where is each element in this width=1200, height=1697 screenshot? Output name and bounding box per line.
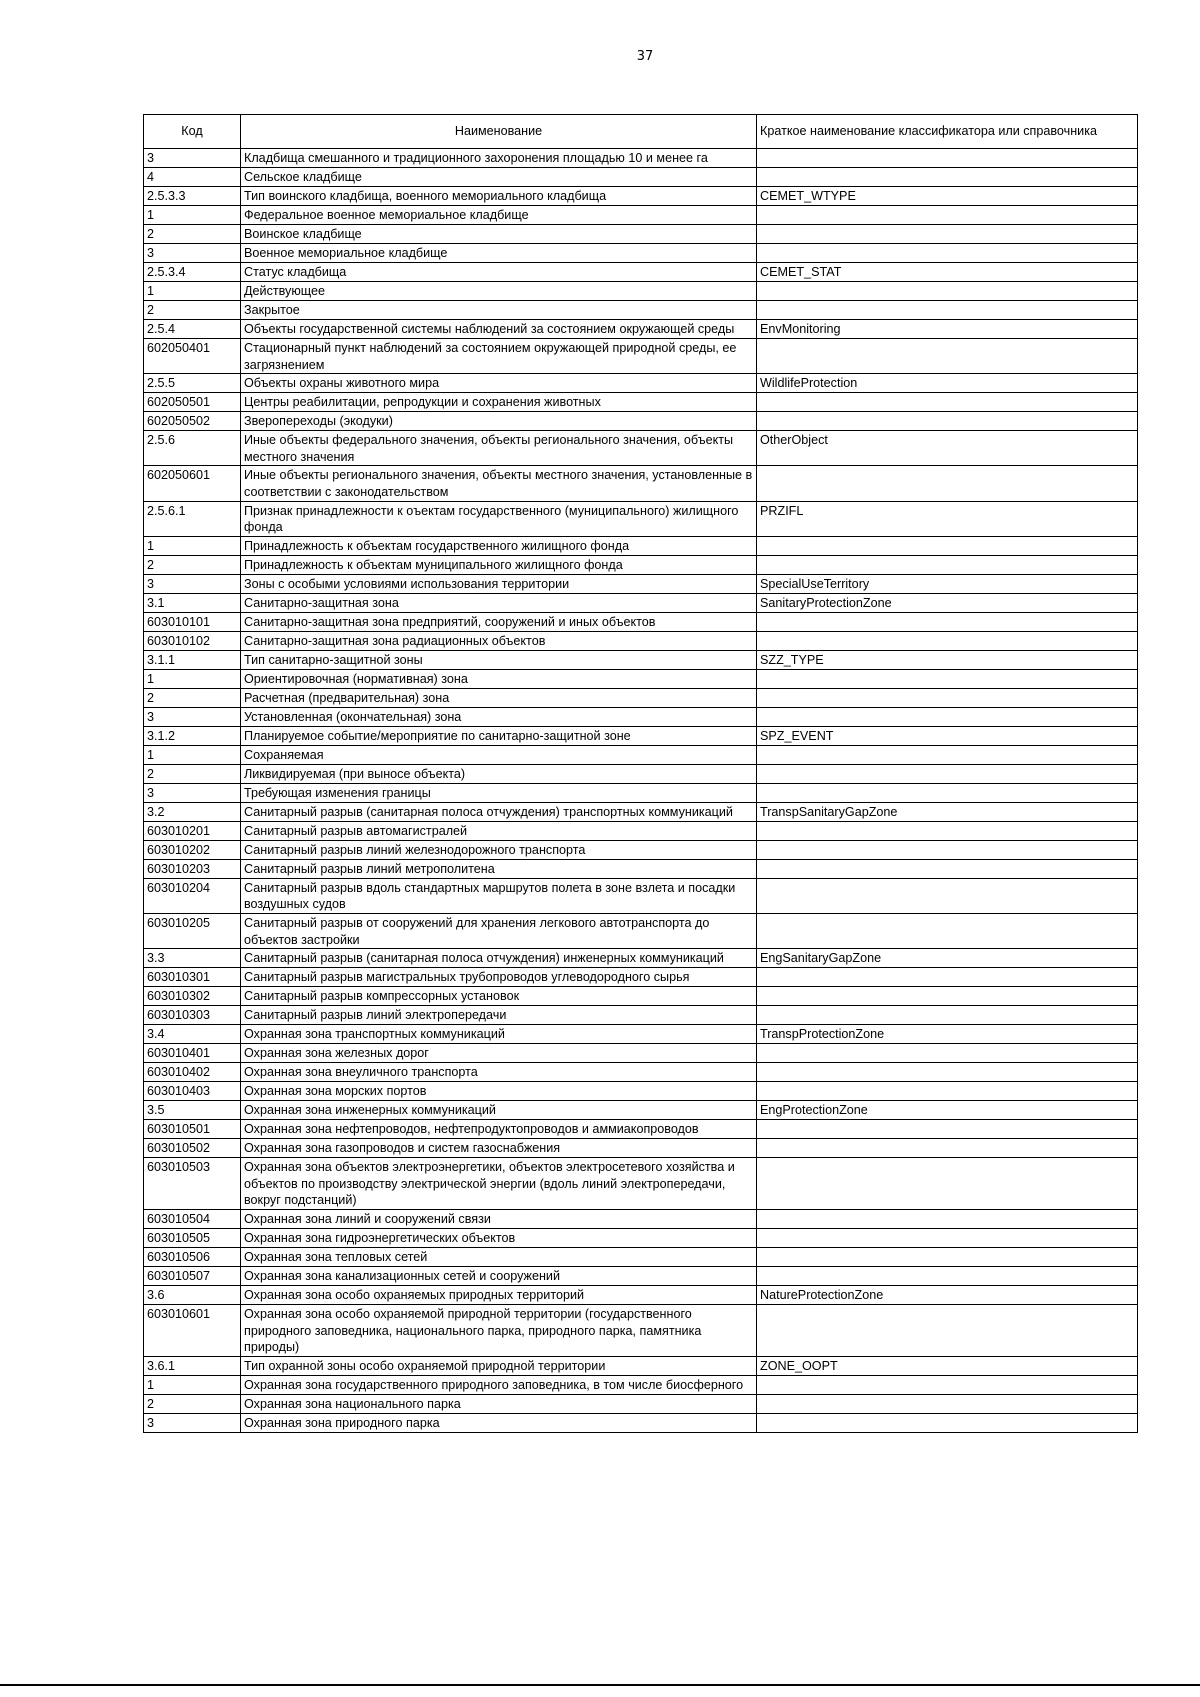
row-name-cell: Санитарно-защитная зона радиационных объектов [241, 631, 757, 650]
table-row [144, 187, 1138, 206]
table-row [144, 244, 1138, 263]
row-abbr-cell [757, 244, 1138, 263]
table-row [144, 1063, 1138, 1082]
row-abbr-cell [757, 764, 1138, 783]
row-abbr-cell [757, 707, 1138, 726]
row-abbr-cell [757, 1228, 1138, 1247]
table-row [144, 536, 1138, 555]
row-abbr-cell [757, 149, 1138, 168]
row-name-cell: Охранная зона линий и сооружений связи [241, 1209, 757, 1228]
row-name-cell: Охранная зона особо охраняемой природной территории (государственного природного заповедника, национального парка, природного парка, памятника природы) [241, 1304, 757, 1356]
row-name-cell: Охранная зона особо охраняемых природных территорий [241, 1285, 757, 1304]
row-abbr-cell [757, 821, 1138, 840]
table-row [144, 1101, 1138, 1120]
table-row [144, 339, 1138, 374]
table-row [144, 374, 1138, 393]
row-abbr-cell [757, 1082, 1138, 1101]
table-row [144, 764, 1138, 783]
table-row [144, 1082, 1138, 1101]
table-row [144, 431, 1138, 466]
page-number: 37 [636, 49, 654, 64]
table-row [144, 1285, 1138, 1304]
row-code-cell: 603010506 [144, 1247, 241, 1266]
table-row [144, 707, 1138, 726]
row-code-cell: 603010101 [144, 612, 241, 631]
row-code-cell: 2.5.4 [144, 320, 241, 339]
row-name-cell: Стационарный пункт наблюдений за состоянием окружающей природной среды, ее загрязнением [241, 339, 757, 374]
row-code-cell: 2 [144, 555, 241, 574]
row-name-cell: Охранная зона газопроводов и систем газоснабжения [241, 1139, 757, 1158]
page-bottom-edge [0, 1684, 1200, 1686]
row-abbr-cell: SZZ_TYPE [757, 650, 1138, 669]
row-name-cell: Санитарный разрыв (санитарная полоса отчуждения) инженерных коммуникаций [241, 949, 757, 968]
row-name-cell: Охранная зона железных дорог [241, 1044, 757, 1063]
row-code-cell: 603010301 [144, 968, 241, 987]
table-row [144, 466, 1138, 501]
row-name-cell: Принадлежность к объектам государственного жилищного фонда [241, 536, 757, 555]
row-code-cell: 603010402 [144, 1063, 241, 1082]
row-abbr-cell [757, 1063, 1138, 1082]
row-abbr-cell: TranspSanitaryGapZone [757, 802, 1138, 821]
row-name-cell: Признак принадлежности к оъектам государственного (муниципального) жилищного фонда [241, 501, 757, 536]
table-row [144, 1025, 1138, 1044]
row-abbr-cell [757, 878, 1138, 913]
row-code-cell: 3.6 [144, 1285, 241, 1304]
row-name-cell: Охранная зона гидроэнергетических объектов [241, 1228, 757, 1247]
table-row [144, 1375, 1138, 1394]
row-abbr-cell [757, 669, 1138, 688]
row-code-cell: 603010202 [144, 840, 241, 859]
row-abbr-cell: SPZ_EVENT [757, 726, 1138, 745]
row-name-cell: Охранная зона инженерных коммуникаций [241, 1101, 757, 1120]
row-code-cell: 3 [144, 149, 241, 168]
row-abbr-cell [757, 168, 1138, 187]
row-name-cell: Охранная зона нефтепроводов, нефтепродуктопроводов и аммиакопроводов [241, 1120, 757, 1139]
row-name-cell: Санитарный разрыв линий метрополитена [241, 859, 757, 878]
row-code-cell: 603010502 [144, 1139, 241, 1158]
row-name-cell: Охранная зона объектов электроэнергетики, объектов электросетевого хозяйства и объектов по производству электрической энергии (вдоль линий электропередачи, вокруг подстанций) [241, 1158, 757, 1210]
table-row [144, 1120, 1138, 1139]
row-name-cell: Санитарный разрыв автомагистралей [241, 821, 757, 840]
row-abbr-cell [757, 1413, 1138, 1432]
row-code-cell: 603010507 [144, 1266, 241, 1285]
row-code-cell: 3.1.2 [144, 726, 241, 745]
row-abbr-cell [757, 913, 1138, 948]
row-name-cell: Федеральное военное мемориальное кладбище [241, 206, 757, 225]
row-name-cell: Иные объекты регионального значения, объекты местного значения, установленные в соответствии с законодательством [241, 466, 757, 501]
row-name-cell: Санитарный разрыв (санитарная полоса отчуждения) транспортных коммуникаций [241, 802, 757, 821]
row-abbr-cell [757, 1375, 1138, 1394]
row-abbr-cell [757, 631, 1138, 650]
row-code-cell: 2.5.3.4 [144, 263, 241, 282]
row-abbr-cell: CEMET_WTYPE [757, 187, 1138, 206]
row-code-cell: 603010302 [144, 987, 241, 1006]
row-abbr-cell [757, 1120, 1138, 1139]
row-code-cell: 602050601 [144, 466, 241, 501]
table-row [144, 301, 1138, 320]
row-code-cell: 2 [144, 688, 241, 707]
table-row [144, 783, 1138, 802]
row-abbr-cell [757, 1394, 1138, 1413]
table-row [144, 631, 1138, 650]
row-code-cell: 2.5.6.1 [144, 501, 241, 536]
table-row [144, 320, 1138, 339]
row-name-cell: Тип воинского кладбища, военного мемориального кладбища [241, 187, 757, 206]
row-name-cell: Охранная зона государственного природного заповедника, в том числе биосферного [241, 1375, 757, 1394]
row-name-cell: Санитарный разрыв магистральных трубопроводов углеводородного сырья [241, 968, 757, 987]
row-code-cell: 602050502 [144, 412, 241, 431]
row-name-cell: Санитарный разрыв линий электропередачи [241, 1006, 757, 1025]
table-row [144, 968, 1138, 987]
row-name-cell: Санитарно-защитная зона [241, 593, 757, 612]
row-code-cell: 1 [144, 206, 241, 225]
table-row [144, 501, 1138, 536]
row-name-cell: Тип санитарно-защитной зоны [241, 650, 757, 669]
row-code-cell: 2 [144, 301, 241, 320]
row-abbr-cell: EnvMonitoring [757, 320, 1138, 339]
row-code-cell: 603010201 [144, 821, 241, 840]
row-name-cell: Ликвидируемая (при выносе объекта) [241, 764, 757, 783]
row-name-cell: Санитарно-защитная зона предприятий, сооружений и иных объектов [241, 612, 757, 631]
table-row [144, 840, 1138, 859]
table-row [144, 393, 1138, 412]
row-code-cell: 3.6.1 [144, 1356, 241, 1375]
table-row [144, 206, 1138, 225]
row-abbr-cell [757, 1304, 1138, 1356]
row-code-cell: 603010203 [144, 859, 241, 878]
row-name-cell: Сельское кладбище [241, 168, 757, 187]
row-name-cell: Воинское кладбище [241, 225, 757, 244]
row-abbr-cell [757, 225, 1138, 244]
row-name-cell: Действующее [241, 282, 757, 301]
row-code-cell: 1 [144, 282, 241, 301]
header-name: Наименование [241, 115, 757, 149]
row-abbr-cell: EngProtectionZone [757, 1101, 1138, 1120]
row-abbr-cell [757, 536, 1138, 555]
row-abbr-cell [757, 301, 1138, 320]
row-abbr-cell [757, 206, 1138, 225]
row-abbr-cell [757, 987, 1138, 1006]
row-abbr-cell [757, 1139, 1138, 1158]
row-name-cell: Иные объекты федерального значения, объекты регионального значения, объекты местного значения [241, 431, 757, 466]
row-abbr-cell: TranspProtectionZone [757, 1025, 1138, 1044]
row-name-cell: Охранная зона транспортных коммуникаций [241, 1025, 757, 1044]
row-name-cell: Зоны с особыми условиями использования территории [241, 574, 757, 593]
row-code-cell: 2.5.6 [144, 431, 241, 466]
row-name-cell: Требующая изменения границы [241, 783, 757, 802]
row-name-cell: Санитарный разрыв вдоль стандартных маршрутов полета в зоне взлета и посадки воздушных судов [241, 878, 757, 913]
row-abbr-cell: CEMET_STAT [757, 263, 1138, 282]
table-row [144, 688, 1138, 707]
table-row [144, 1006, 1138, 1025]
row-code-cell: 1 [144, 745, 241, 764]
row-name-cell: Зверопереходы (экодуки) [241, 412, 757, 431]
row-code-cell: 602050501 [144, 393, 241, 412]
row-name-cell: Центры реабилитации, репродукции и сохранения животных [241, 393, 757, 412]
row-name-cell: Охранная зона морских портов [241, 1082, 757, 1101]
row-abbr-cell [757, 282, 1138, 301]
row-name-cell: Ориентировочная (нормативная) зона [241, 669, 757, 688]
table-row [144, 593, 1138, 612]
row-code-cell: 603010601 [144, 1304, 241, 1356]
table-row [144, 555, 1138, 574]
table-row [144, 1044, 1138, 1063]
row-abbr-cell: NatureProtectionZone [757, 1285, 1138, 1304]
row-code-cell: 603010505 [144, 1228, 241, 1247]
table-row [144, 225, 1138, 244]
row-code-cell: 2.5.3.3 [144, 187, 241, 206]
row-code-cell: 603010501 [144, 1120, 241, 1139]
table-row [144, 821, 1138, 840]
table-row [144, 168, 1138, 187]
table-row [144, 1304, 1138, 1356]
row-code-cell: 603010204 [144, 878, 241, 913]
row-abbr-cell [757, 688, 1138, 707]
table-row [144, 745, 1138, 764]
row-code-cell: 603010102 [144, 631, 241, 650]
row-code-cell: 2 [144, 764, 241, 783]
row-abbr-cell [757, 1209, 1138, 1228]
table-row [144, 913, 1138, 948]
row-name-cell: Объекты охраны животного мира [241, 374, 757, 393]
table-row [144, 263, 1138, 282]
row-code-cell: 3 [144, 1413, 241, 1432]
row-code-cell: 3.1.1 [144, 650, 241, 669]
table-row [144, 1413, 1138, 1432]
table-row [144, 878, 1138, 913]
row-code-cell: 1 [144, 669, 241, 688]
row-abbr-cell [757, 745, 1138, 764]
table-header-row [144, 115, 1138, 149]
row-abbr-cell: SpecialUseTerritory [757, 574, 1138, 593]
row-name-cell: Охранная зона канализационных сетей и сооружений [241, 1266, 757, 1285]
row-code-cell: 3.1 [144, 593, 241, 612]
header-code: Код [144, 115, 241, 149]
row-abbr-cell [757, 1266, 1138, 1285]
row-abbr-cell: OtherObject [757, 431, 1138, 466]
row-code-cell: 3.3 [144, 949, 241, 968]
row-abbr-cell [757, 783, 1138, 802]
row-abbr-cell [757, 1006, 1138, 1025]
row-abbr-cell [757, 393, 1138, 412]
row-name-cell: Объекты государственной системы наблюдений за состоянием окружающей среды [241, 320, 757, 339]
row-name-cell: Охранная зона национального парка [241, 1394, 757, 1413]
row-code-cell: 3 [144, 574, 241, 593]
row-name-cell: Кладбища смешанного и традиционного захоронения площадью 10 и менее га [241, 149, 757, 168]
table-row [144, 282, 1138, 301]
row-code-cell: 603010504 [144, 1209, 241, 1228]
row-abbr-cell: ZONE_OOPT [757, 1356, 1138, 1375]
row-name-cell: Санитарный разрыв линий железнодорожного транспорта [241, 840, 757, 859]
row-code-cell: 3 [144, 783, 241, 802]
classifier-table [143, 114, 1138, 1433]
row-name-cell: Санитарный разрыв компрессорных установок [241, 987, 757, 1006]
row-code-cell: 603010303 [144, 1006, 241, 1025]
row-name-cell: Охранная зона тепловых сетей [241, 1247, 757, 1266]
table-row [144, 1356, 1138, 1375]
row-abbr-cell [757, 1247, 1138, 1266]
row-code-cell: 603010205 [144, 913, 241, 948]
row-abbr-cell [757, 412, 1138, 431]
row-abbr-cell: PRZIFL [757, 501, 1138, 536]
row-abbr-cell [757, 1158, 1138, 1210]
row-name-cell: Сохраняемая [241, 745, 757, 764]
table-row [144, 859, 1138, 878]
table-row [144, 612, 1138, 631]
row-abbr-cell: WildlifeProtection [757, 374, 1138, 393]
row-abbr-cell: EngSanitaryGapZone [757, 949, 1138, 968]
table-row [144, 574, 1138, 593]
row-abbr-cell [757, 1044, 1138, 1063]
table-row [144, 1266, 1138, 1285]
row-abbr-cell [757, 339, 1138, 374]
row-name-cell: Закрытое [241, 301, 757, 320]
table-row [144, 1247, 1138, 1266]
row-name-cell: Охранная зона природного парка [241, 1413, 757, 1432]
row-abbr-cell [757, 840, 1138, 859]
row-code-cell: 2 [144, 1394, 241, 1413]
table-row [144, 802, 1138, 821]
row-name-cell: Планируемое событие/мероприятие по санитарно-защитной зоне [241, 726, 757, 745]
table-row [144, 1209, 1138, 1228]
row-code-cell: 603010401 [144, 1044, 241, 1063]
table-row [144, 1139, 1138, 1158]
row-name-cell: Расчетная (предварительная) зона [241, 688, 757, 707]
row-code-cell: 3.5 [144, 1101, 241, 1120]
table-row [144, 949, 1138, 968]
row-abbr-cell [757, 859, 1138, 878]
row-abbr-cell [757, 612, 1138, 631]
table-row [144, 987, 1138, 1006]
row-abbr-cell [757, 555, 1138, 574]
row-code-cell: 3 [144, 707, 241, 726]
row-name-cell: Установленная (окончательная) зона [241, 707, 757, 726]
table-row [144, 1158, 1138, 1210]
row-name-cell: Санитарный разрыв от сооружений для хранения легкового автотранспорта до объектов застройки [241, 913, 757, 948]
row-name-cell: Охранная зона внеуличного транспорта [241, 1063, 757, 1082]
row-code-cell: 3.4 [144, 1025, 241, 1044]
row-abbr-cell: SanitaryProtectionZone [757, 593, 1138, 612]
table-body [144, 149, 1138, 1433]
row-abbr-cell [757, 968, 1138, 987]
row-name-cell: Тип охранной зоны особо охраняемой природной территории [241, 1356, 757, 1375]
row-code-cell: 603010403 [144, 1082, 241, 1101]
header-abbr: Краткое наименование классификатора или справочника [757, 115, 1138, 149]
table-row [144, 650, 1138, 669]
row-abbr-cell [757, 466, 1138, 501]
row-code-cell: 2 [144, 225, 241, 244]
row-code-cell: 603010503 [144, 1158, 241, 1210]
row-code-cell: 1 [144, 1375, 241, 1394]
table-row [144, 1228, 1138, 1247]
row-code-cell: 3.2 [144, 802, 241, 821]
row-code-cell: 3 [144, 244, 241, 263]
table-row [144, 1394, 1138, 1413]
row-code-cell: 4 [144, 168, 241, 187]
row-name-cell: Военное мемориальное кладбище [241, 244, 757, 263]
row-code-cell: 2.5.5 [144, 374, 241, 393]
row-name-cell: Статус кладбища [241, 263, 757, 282]
row-name-cell: Принадлежность к объектам муниципального жилищного фонда [241, 555, 757, 574]
table-row [144, 412, 1138, 431]
table-row [144, 149, 1138, 168]
row-code-cell: 1 [144, 536, 241, 555]
row-code-cell: 602050401 [144, 339, 241, 374]
table-row [144, 726, 1138, 745]
table-row [144, 669, 1138, 688]
